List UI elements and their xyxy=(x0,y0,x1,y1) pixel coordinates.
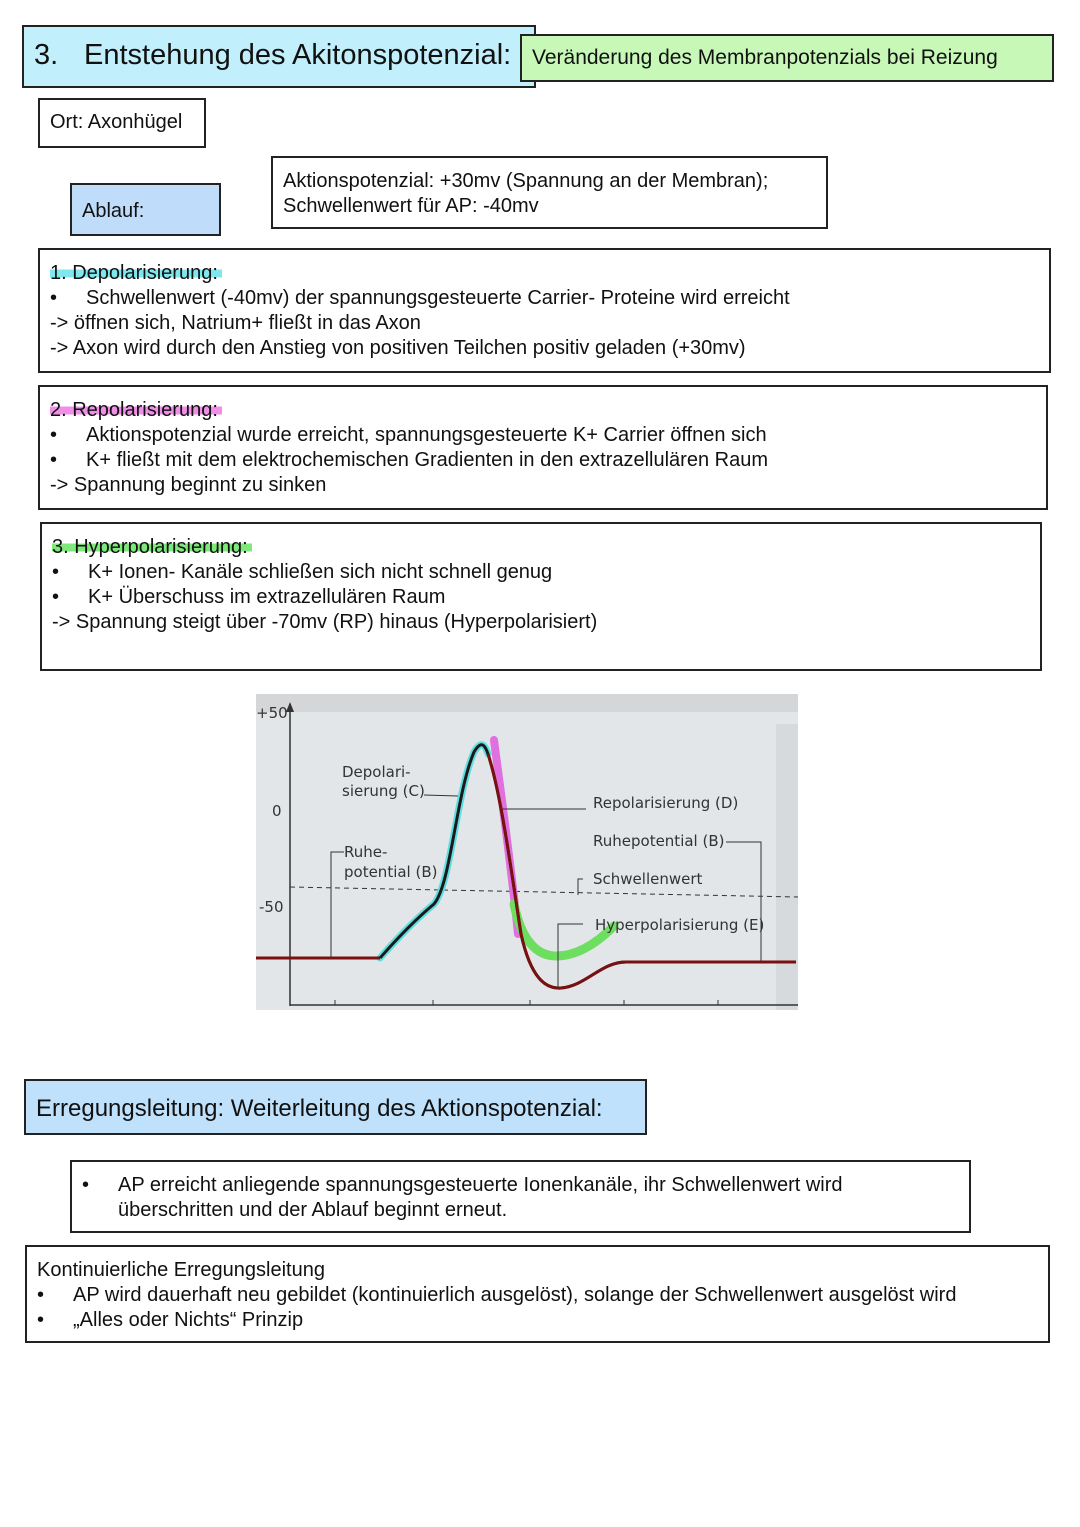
phase-text: -> Spannung beginnt zu sinken xyxy=(50,474,327,496)
bullet: • xyxy=(37,1284,45,1306)
phase-box-repolarisierung xyxy=(38,385,1048,510)
label-schwellenwert: Schwellenwert xyxy=(593,870,703,888)
figure-edge xyxy=(776,724,798,1010)
figure-edge xyxy=(256,694,798,712)
bullet-text: AP erreicht anliegende spannungsgesteuerte Ionenkanäle, ihr Schwellenwert wird xyxy=(118,1174,843,1196)
bullet: • xyxy=(50,449,58,471)
phase-text: K+ Ionen- Kanäle schließen sich nicht schnell genug xyxy=(88,561,553,583)
y-tick-label: 0 xyxy=(272,802,282,820)
phase-text: -> Spannung steigt über -70mv (RP) hinaus (Hyperpolarisiert) xyxy=(52,611,598,633)
ablauf-label: Ablauf: xyxy=(82,200,145,222)
phase-box-depolarisierung xyxy=(38,248,1051,373)
bullet: • xyxy=(52,586,60,608)
info-line: Aktionspotenzial: +30mv (Spannung an der Membran); xyxy=(283,170,769,192)
phase-box-hyperpolarisierung xyxy=(40,522,1042,671)
phase-heading: 3. Hyperpolarisierung: xyxy=(52,536,252,558)
threshold-line xyxy=(290,887,798,897)
phase-heading: 2. Repolarisierung: xyxy=(50,399,222,421)
y-tick-label: +50 xyxy=(256,704,288,722)
location: Ort: Axonhügel xyxy=(50,111,183,133)
info-box xyxy=(271,156,828,229)
phase-text: K+ Überschuss im extrazellulären Raum xyxy=(88,586,446,608)
label-hyperpolarisierung: Hyperpolarisierung (E) xyxy=(595,916,765,934)
label-ruhepotential-right: Ruhepotential (B) xyxy=(593,832,725,850)
section2-bullet-box xyxy=(70,1160,971,1233)
title-box xyxy=(22,25,536,88)
label-ruhepotential: Ruhe- xyxy=(344,843,388,861)
phase-text: Schwellenwert (-40mv) der spannungsgesteuerte Carrier- Proteine wird erreicht xyxy=(86,287,790,309)
phase-heading: 1. Depolarisierung: xyxy=(50,262,222,284)
bullet-text: „Alles oder Nichts“ Prinzip xyxy=(73,1309,304,1331)
action-potential-figure xyxy=(256,694,798,1010)
label-ruhepotential: potential (B) xyxy=(344,863,438,881)
label-repolarisierung: Repolarisierung (D) xyxy=(593,794,739,812)
phase-text: -> Axon wird durch den Anstieg von positiven Teilchen positiv geladen (+30mv) xyxy=(50,337,746,359)
section3-box xyxy=(25,1245,1050,1343)
info-line: Schwellenwert für AP: -40mv xyxy=(283,195,539,217)
bullet: • xyxy=(52,561,60,583)
label-depolarisierung: sierung (C) xyxy=(342,782,425,800)
phase-text: Aktionspotenzial wurde erreicht, spannungsgesteuerte K+ Carrier öffnen sich xyxy=(86,424,767,446)
subtitle: Veränderung des Membranpotenzials bei Reizung xyxy=(532,46,998,69)
location-box xyxy=(38,98,206,148)
label-depolarisierung: Depolari- xyxy=(342,763,411,781)
bullet: • xyxy=(37,1309,45,1331)
ablauf-box xyxy=(70,183,221,236)
bullet-text: AP wird dauerhaft neu gebildet (kontinuierlich ausgelöst), solange der Schwellenwert ausgelöst wird xyxy=(73,1284,957,1306)
bullet-text: überschritten und der Ablauf beginnt erneut. xyxy=(118,1199,508,1221)
section2-title: Erregungsleitung: Weiterleitung des Aktionspotenzial: xyxy=(36,1095,603,1122)
bullet: • xyxy=(50,424,58,446)
page-title: Entstehung des Akitonspotenzial: xyxy=(84,39,512,71)
section2-title-box xyxy=(24,1079,647,1135)
bullet: • xyxy=(82,1174,90,1196)
phase-text: K+ fließt mit dem elektrochemischen Gradienten in den extrazellulären Raum xyxy=(86,449,768,471)
phase-text: -> öffnen sich, Natrium+ fließt in das Axon xyxy=(50,312,421,334)
bullet: • xyxy=(50,287,58,309)
y-tick-label: -50 xyxy=(259,898,284,916)
subtitle-box xyxy=(520,34,1054,82)
title-number: 3. xyxy=(34,39,59,71)
section3-title: Kontinuierliche Erregungsleitung xyxy=(37,1259,325,1281)
